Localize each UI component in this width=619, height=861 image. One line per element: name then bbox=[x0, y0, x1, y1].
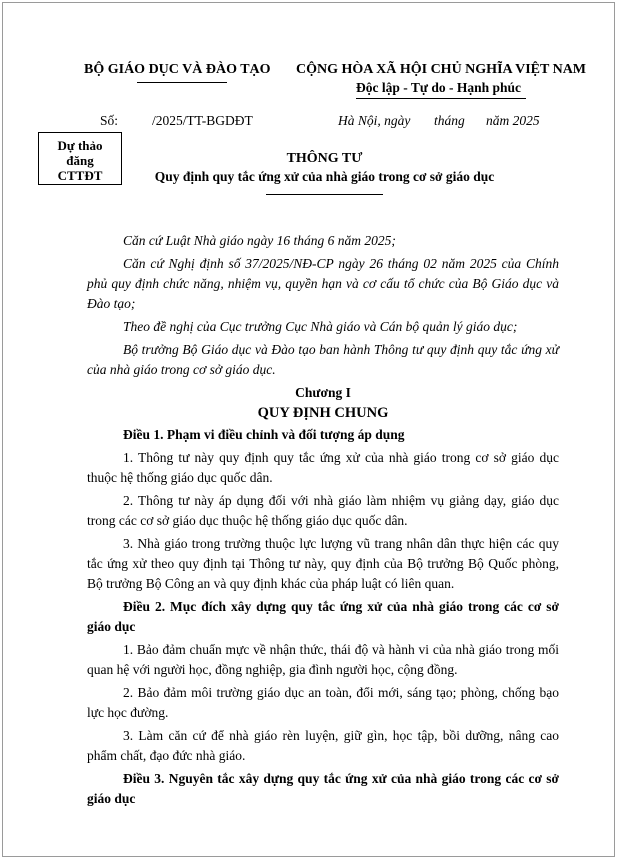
number-label: Số: bbox=[100, 113, 119, 128]
motto: Độc lập - Tự do - Hạnh phúc bbox=[356, 80, 522, 95]
draft-line-1: Dự thảo bbox=[57, 138, 103, 153]
article-2-clause-2: 2. Bảo đảm môi trường giáo dục an toàn, đổi mới, sáng tạo; phòng, chống bạo lực học đường. bbox=[87, 685, 559, 720]
article-1-heading: Điều 1. Phạm vi điều chỉnh và đối tượng áp dụng bbox=[123, 427, 405, 442]
article-1-clause-2: 2. Thông tư này áp dụng đối với nhà giáo làm nhiệm vụ giảng dạy, giáo dục trong các cơ sở giáo dục thuộc hệ thống giáo dục quốc dân. bbox=[87, 493, 559, 528]
document-body bbox=[87, 231, 559, 812]
article-2-clause-3: 3. Làm căn cứ để nhà giáo rèn luyện, giữ gìn, học tập, bồi dưỡng, nâng cao phẩm chất, đạo đức nhà giáo. bbox=[87, 728, 559, 763]
chapter-title: QUY ĐỊNH CHUNG bbox=[257, 405, 389, 421]
document-type: THÔNG TƯ bbox=[286, 151, 363, 166]
title-underline bbox=[266, 194, 383, 195]
article-2-heading: Điều 2. Mục đích xây dựng quy tắc ứng xử của nhà giáo trong các cơ sở giáo dục bbox=[87, 599, 559, 634]
number-value: /2025/TT-BGDĐT bbox=[152, 113, 253, 128]
republic-name: CỘNG HÒA XÃ HỘI CHỦ NGHĨA VIỆT NAM bbox=[296, 62, 587, 77]
article-2-clause-1: 1. Bảo đảm chuẩn mực về nhận thức, thái độ và hành vi của nhà giáo trong mối quan hệ với người học, đồng nghiệp, gia đình người học, cộng đồng. bbox=[87, 642, 559, 677]
chapter-label: Chương I bbox=[295, 385, 351, 400]
article-1-clause-1: 1. Thông tư này quy định quy tắc ứng xử của nhà giáo trong cơ sở giáo dục thuộc hệ thống giáo dục quốc dân. bbox=[87, 450, 559, 485]
date-place: Hà Nội, ngày bbox=[338, 113, 411, 128]
document-subject: Quy định quy tắc ứng xử của nhà giáo trong cơ sở giáo dục bbox=[154, 169, 495, 184]
preamble-1: Căn cứ Luật Nhà giáo ngày 16 tháng 6 năm 2025; bbox=[123, 233, 396, 248]
draft-line-2: đăng bbox=[66, 153, 94, 168]
article-3-heading: Điều 3. Nguyên tắc xây dựng quy tắc ứng xử của nhà giáo trong các cơ sở giáo dục bbox=[87, 771, 559, 806]
ministry-name: BỘ GIÁO DỤC VÀ ĐÀO TẠO bbox=[84, 62, 271, 77]
article-1-clause-3: 3. Nhà giáo trong trường thuộc lực lượng vũ trang nhân dân thực hiện các quy tắc ứng xử theo quy định tại Thông tư này, quy định của Bộ trưởng Bộ Quốc phòng, Bộ trưởng Bộ Công an và quy định khác của pháp luật có liên quan. bbox=[87, 536, 559, 591]
draft-line-3: CTTĐT bbox=[57, 168, 103, 183]
motto-underline bbox=[356, 98, 526, 99]
preamble-3: Theo đề nghị của Cục trưởng Cục Nhà giáo và Cán bộ quản lý giáo dục; bbox=[123, 319, 518, 334]
preamble-2: Căn cứ Nghị định số 37/2025/NĐ-CP ngày 26 tháng 02 năm 2025 của Chính phủ quy định chức năng, nhiệm vụ, quyền hạn và cơ cấu tổ chức của Bộ Giáo dục và Đào tạo; bbox=[87, 256, 559, 311]
ministry-underline bbox=[137, 82, 227, 83]
date-year: năm 2025 bbox=[486, 113, 540, 128]
preamble-4: Bộ trưởng Bộ Giáo dục và Đào tạo ban hành Thông tư quy định quy tắc ứng xử của nhà giáo trong cơ sở giáo dục. bbox=[87, 342, 559, 377]
date-month: tháng bbox=[434, 113, 465, 128]
